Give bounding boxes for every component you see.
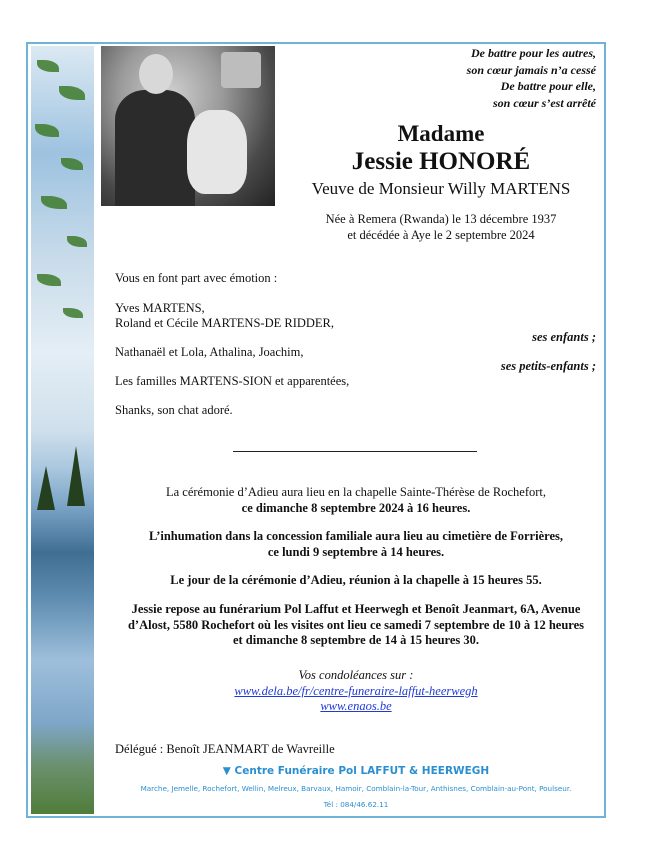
tree-icon	[67, 446, 85, 506]
poem-line: son cœur s’est arrêté	[492, 95, 596, 110]
leaf-icon	[37, 60, 59, 72]
death-line: et décédée à Aye le 2 septembre 2024	[347, 227, 535, 242]
children-label: ses enfants ;	[532, 330, 596, 344]
visits-line: d’Alost, 5580 Rochefort où les visites ont lieu ce samedi 7 septembre de 10 à 12 heures	[127, 617, 585, 632]
poem-line: De battre pour elle,	[500, 79, 596, 93]
ceremony-line: ce dimanche 8 septembre 2024 à 16 heures.	[241, 500, 471, 515]
leaf-icon	[59, 86, 85, 100]
grandchildren-label: ses petits-enfants ;	[500, 359, 596, 373]
widow-of: Veuve de Monsieur Willy MARTENS	[311, 179, 571, 198]
leaf-icon	[35, 124, 59, 137]
divider	[233, 451, 477, 452]
tree-icon	[37, 466, 55, 510]
poem	[467, 45, 596, 111]
funeral-home-towns: Marche, Jemelle, Rochefort, Wellin, Melreux, Barvaux, Hamoir, Comblain-la-Tour, Anthisnes, Comblain-au-Pont, Poulseur.	[140, 784, 572, 793]
ceremony-paragraph	[110, 485, 602, 516]
condolences-link-enaos[interactable]: www.enaos.be	[320, 699, 392, 713]
visits-line: Jessie repose au funérarium Pol Laffut et Heerwegh et Benoît Jeanmart, 6A, Avenue	[131, 602, 581, 616]
condolences-link-wrap	[110, 699, 602, 715]
burial-paragraph	[110, 529, 602, 560]
leaf-icon	[37, 274, 61, 286]
burial-line: L’inhumation dans la concession familiale aura lieu au cimetière de Forrières,	[149, 529, 563, 543]
poem-line: son cœur jamais n’a cessé	[466, 62, 596, 77]
portrait-photo	[101, 46, 275, 206]
poem-line: De battre pour les autres,	[470, 46, 596, 60]
funeral-home-phone: Tél : 084/46.62.11	[323, 800, 389, 809]
families-line: Les familles MARTENS-SION et apparentées,	[115, 374, 350, 388]
delegate-line: Délégué : Benoît JEANMART de Wavreille	[115, 742, 335, 756]
birth-line: Née à Remera (Rwanda) le 13 décembre 1937	[325, 212, 557, 226]
leaf-icon	[63, 308, 83, 318]
condolences-label: Vos condoléances sur :	[298, 668, 414, 682]
grandchildren-line: Nathanaël et Lola, Athalina, Joachim,	[115, 345, 304, 359]
condolences-link-wrap	[110, 684, 602, 700]
title-honorific: Madame	[397, 121, 485, 146]
children-line: Roland et Cécile MARTENS-DE RIDDER,	[115, 316, 335, 330]
leaf-icon	[61, 158, 83, 170]
announcement-intro: Vous en font part avec émotion :	[115, 271, 278, 285]
decorative-landscape-strip	[31, 46, 94, 814]
meeting-paragraph: Le jour de la cérémonie d’Adieu, réunion à la chapelle à 15 heures 55.	[170, 573, 542, 587]
visits-line: et dimanche 8 septembre de 14 à 15 heures 30.	[232, 633, 480, 647]
birth-death-info	[296, 212, 586, 243]
burial-line: ce lundi 9 septembre à 14 heures.	[267, 544, 445, 559]
children-line: Yves MARTENS,	[115, 301, 205, 315]
visits-paragraph	[110, 602, 602, 649]
condolences-link-dela[interactable]: www.dela.be/fr/centre-funeraire-laffut-heerwegh	[234, 684, 478, 698]
deceased-name: Jessie HONORÉ	[351, 148, 531, 175]
funeral-home-brand: ▼ Centre Funéraire Pol LAFFUT & HEERWEGH	[222, 765, 490, 777]
pet-line: Shanks, son chat adoré.	[115, 403, 233, 417]
leaf-icon	[67, 236, 87, 247]
ceremony-line: La cérémonie d’Adieu aura lieu en la chapelle Sainte-Thérèse de Rochefort,	[165, 485, 547, 499]
leaf-icon	[41, 196, 67, 209]
